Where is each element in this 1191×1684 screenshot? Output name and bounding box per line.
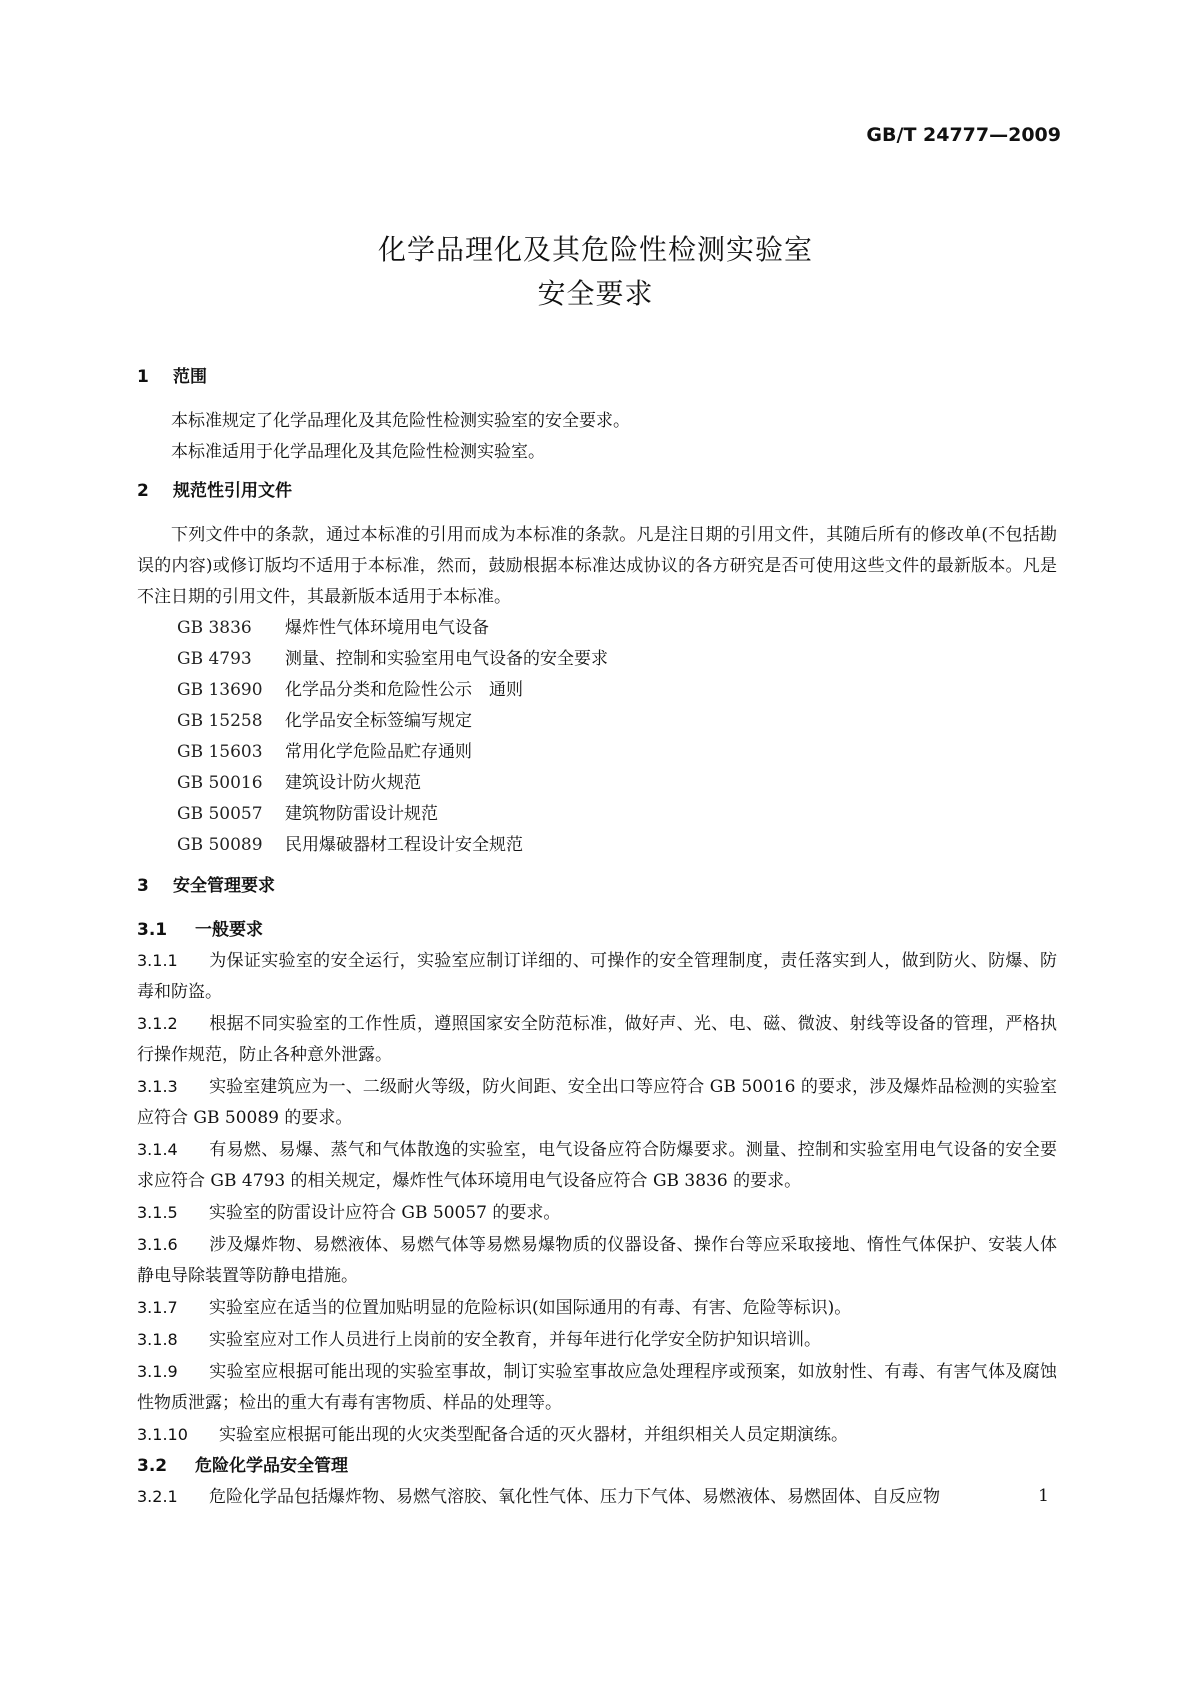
reference-title: 测量、控制和实验室用电气设备的安全要求	[285, 649, 608, 669]
references-intro: 下列文件中的条款，通过本标准的引用而成为本标准的条款。凡是注日期的引用文件，其随后所有的修改单(不包括勘误的内容)或修订版均不适用于本标准，然而，鼓励根据本标准达成协议的各方研究是否可使用这些文件的最新版本。凡是不注日期的引用文件，其最新版本适用于本标准。	[137, 525, 1057, 607]
reference-title: 民用爆破器材工程设计安全规范	[285, 835, 523, 855]
clause	[137, 1197, 1057, 1229]
reference-title: 建筑物防雷设计规范	[285, 804, 438, 824]
clause-text: 有易燃、易爆、蒸气和气体散逸的实验室，电气设备应符合防爆要求。测量、控制和实验室用电气设备的安全要求应符合 GB 4793 的相关规定，爆炸性气体环境用电气设备应符合 GB 3836 的要求。	[137, 1140, 1057, 1191]
subsection-number: 3.1	[137, 920, 168, 940]
reference-item	[137, 799, 1057, 830]
clause-text: 根据不同实验室的工作性质，遵照国家安全防范标准，做好声、光、电、磁、微波、射线等设备的管理，严格执行操作规范，防止各种意外泄露。	[137, 1014, 1057, 1065]
clause-text: 涉及爆炸物、易燃液体、易燃气体等易燃易爆物质的仪器设备、操作台等应采取接地、惰性气体保护、安装人体静电导除装置等防静电措施。	[137, 1235, 1057, 1286]
reference-title: 化学品分类和危险性公示 通则	[285, 680, 523, 700]
clause	[137, 1008, 1057, 1071]
subsection-title: 一般要求	[195, 920, 263, 940]
document-title	[0, 228, 1191, 316]
clause-number: 3.1.7	[137, 1298, 178, 1317]
clause	[137, 945, 1057, 1008]
reference-title: 爆炸性气体环境用电气设备	[285, 618, 489, 638]
clause-number: 3.2.1	[137, 1487, 178, 1506]
clause	[137, 1419, 1057, 1451]
section-number: 2	[137, 481, 149, 501]
subsection-number: 3.2	[137, 1456, 168, 1476]
page-number: 1	[1038, 1486, 1049, 1506]
clause	[137, 1324, 1057, 1356]
clause-text: 实验室应在适当的位置加贴明显的危险标识(如国际通用的有毒、有害、危险等标识)。	[209, 1298, 852, 1318]
reference-item	[137, 613, 1057, 644]
clause-number: 3.1.1	[137, 951, 178, 970]
clause-number: 3.1.3	[137, 1077, 178, 1096]
reference-item	[137, 706, 1057, 737]
clause-number: 3.1.10	[137, 1425, 188, 1444]
reference-item	[137, 768, 1057, 799]
section-title: 规范性引用文件	[173, 481, 292, 501]
clause-text: 实验室的防雷设计应符合 GB 50057 的要求。	[209, 1203, 561, 1223]
reference-code: GB 4793	[177, 649, 252, 669]
reference-code: GB 50057	[177, 804, 263, 824]
reference-title: 建筑设计防火规范	[285, 773, 421, 793]
section-number: 1	[137, 367, 149, 387]
clause	[137, 1356, 1057, 1419]
reference-code: GB 50089	[177, 835, 263, 855]
reference-code: GB 50016	[177, 773, 263, 793]
section-number: 3	[137, 876, 149, 896]
clause-text: 实验室应对工作人员进行上岗前的安全教育，并每年进行化学安全防护知识培训。	[209, 1330, 821, 1350]
reference-title: 常用化学危险品贮存通则	[285, 742, 472, 762]
reference-item	[137, 737, 1057, 768]
title-line-1: 化学品理化及其危险性检测实验室	[377, 233, 813, 266]
clause-number: 3.1.9	[137, 1362, 178, 1381]
section-heading-safety-management	[137, 871, 1057, 901]
paragraph: 本标准规定了化学品理化及其危险性检测实验室的安全要求。	[171, 411, 630, 431]
reference-item	[137, 675, 1057, 706]
clause	[137, 1134, 1057, 1197]
clause-number: 3.1.2	[137, 1014, 178, 1033]
clause-number: 3.1.6	[137, 1235, 178, 1254]
reference-title: 化学品安全标签编写规定	[285, 711, 472, 731]
clause	[137, 1071, 1057, 1134]
clause	[137, 1292, 1057, 1324]
subsection-title: 危险化学品安全管理	[195, 1456, 348, 1476]
clause	[137, 1481, 1057, 1513]
document-body	[137, 362, 1057, 1513]
reference-item	[137, 644, 1057, 675]
reference-code: GB 3836	[177, 618, 252, 638]
clause-text: 实验室应根据可能出现的火灾类型配备合适的灭火器材，并组织相关人员定期演练。	[219, 1425, 848, 1445]
clause-number: 3.1.4	[137, 1140, 178, 1159]
standard-code: GB/T 24777—2009	[866, 124, 1061, 146]
reference-code: GB 15603	[177, 742, 263, 762]
subsection-heading-hazardous-chemicals	[137, 1451, 1057, 1481]
section-title: 安全管理要求	[173, 876, 275, 896]
section-heading-references	[137, 476, 1057, 506]
section-heading-scope	[137, 362, 1057, 392]
title-line-2: 安全要求	[537, 277, 654, 310]
clause-text: 实验室应根据可能出现的实验室事故，制订实验室事故应急处理程序或预案，如放射性、有毒、有害气体及腐蚀性物质泄露；检出的重大有毒有害物质、样品的处理等。	[137, 1362, 1057, 1413]
clause-text: 危险化学品包括爆炸物、易燃气溶胶、氧化性气体、压力下气体、易燃液体、易燃固体、自反应物	[209, 1487, 940, 1507]
reference-item	[137, 830, 1057, 861]
clause-number: 3.1.8	[137, 1330, 178, 1349]
reference-code: GB 15258	[177, 711, 263, 731]
clause	[137, 1229, 1057, 1292]
clause-text: 为保证实验室的安全运行，实验室应制订详细的、可操作的安全管理制度，责任落实到人，做到防火、防爆、防毒和防盗。	[137, 951, 1057, 1002]
section-title: 范围	[173, 367, 207, 387]
paragraph: 本标准适用于化学品理化及其危险性检测实验室。	[171, 442, 545, 462]
clause-text: 实验室建筑应为一、二级耐火等级，防火间距、安全出口等应符合 GB 50016 的要求，涉及爆炸品检测的实验室应符合 GB 50089 的要求。	[137, 1077, 1057, 1128]
reference-code: GB 13690	[177, 680, 263, 700]
subsection-heading-general	[137, 915, 1057, 945]
clause-number: 3.1.5	[137, 1203, 178, 1222]
reference-list	[137, 613, 1057, 861]
